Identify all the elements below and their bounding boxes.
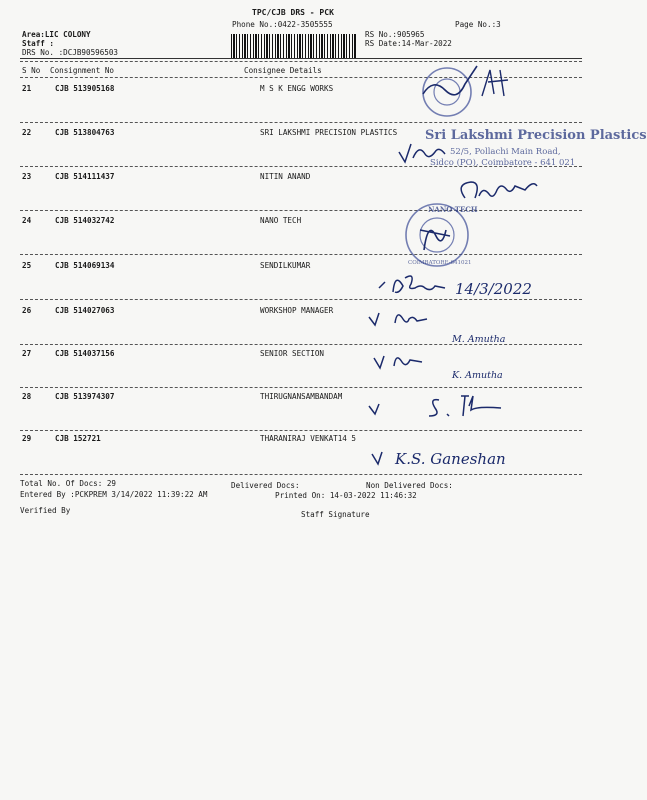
header-rule-2 <box>20 61 582 62</box>
round-stamp-row21 <box>415 60 485 122</box>
company-stamp-address-2: Sidco (PO), Coimbatore - 641 021 <box>430 158 576 168</box>
row-consignment-no: CJB 513905168 <box>55 84 115 93</box>
row-consignee: THIRUGNANSAMBANDAM <box>260 392 343 401</box>
footer-rule <box>20 474 582 475</box>
row-consignment-no: CJB 514032742 <box>55 216 115 225</box>
row-separator <box>20 254 582 255</box>
col-consignment: Consignment No <box>50 66 115 75</box>
handwritten-name-row27: K. Amutha <box>452 370 503 381</box>
row-consignment-no: CJB 514111437 <box>55 172 115 181</box>
rs-date: RS Date:14-Mar-2022 <box>365 39 452 48</box>
row-consignee: SRI LAKSHMI PRECISION PLASTICS <box>260 128 398 137</box>
col-sno: S No <box>22 66 41 75</box>
row-consignee: THARANIRAJ VENKAT14 5 <box>260 434 357 443</box>
row-consignment-no: CJB 514027063 <box>55 306 115 315</box>
row-sno: 28 <box>22 392 32 401</box>
row-consignee: SENIOR SECTION <box>260 349 325 358</box>
row-consignee: NANO TECH <box>260 216 302 225</box>
staff-signature-label: Staff Signature <box>301 510 370 519</box>
row-sno: 29 <box>22 434 32 443</box>
non-delivered-docs: Non Delivered Docs: <box>366 481 453 490</box>
rs-number: RS No.:905965 <box>365 30 425 39</box>
barcode <box>231 34 357 58</box>
nano-tech-stamp: NANO TECH <box>428 205 478 214</box>
row-separator <box>20 122 582 123</box>
row-separator <box>20 430 582 431</box>
row-consignee: SENDILKUMAR <box>260 261 311 270</box>
signature-row21 <box>478 66 518 100</box>
row-sno: 24 <box>22 216 32 225</box>
handwritten-name-row26: M. Amutha <box>452 334 506 345</box>
row-consignment-no: CJB 513974307 <box>55 392 115 401</box>
signature-row29-mark <box>368 448 398 468</box>
row-separator <box>20 387 582 388</box>
header-rule <box>20 58 582 59</box>
row-sno: 21 <box>22 84 32 93</box>
drs-number: DRS No. :DCJB90596503 <box>22 48 119 57</box>
row-sno: 27 <box>22 349 32 358</box>
row-consignee: WORKSHOP MANAGER <box>260 306 334 315</box>
row-consignment-no: CJB 514069134 <box>55 261 115 270</box>
company-stamp-name: Sri Lakshmi Precision Plastics <box>425 128 647 143</box>
row-sno: 23 <box>22 172 32 181</box>
printed-on: Printed On: 14-03-2022 11:46:32 <box>275 491 417 500</box>
row-consignee: NITIN ANAND <box>260 172 311 181</box>
nano-tech-stamp-city: COIMBATORE-641021 <box>408 260 472 266</box>
signature-row28 <box>365 390 505 420</box>
row-separator <box>20 299 582 300</box>
row-consignee: M S K ENGG WORKS <box>260 84 334 93</box>
staff-field: Staff : <box>22 39 55 48</box>
entered-by: Entered By :PCKPREM 3/14/2022 11:39:22 AM <box>20 490 208 499</box>
row-consignment-no: CJB 152721 <box>55 434 101 443</box>
col-consignee: Consignee Details <box>244 66 322 75</box>
signature-row26 <box>365 305 445 329</box>
handwritten-name-row29: K.S. Ganeshan <box>395 450 506 468</box>
verified-by: Verified By <box>20 506 71 515</box>
page-number: Page No.:3 <box>455 20 501 29</box>
signature-row27 <box>370 350 430 372</box>
row-sno: 25 <box>22 261 32 270</box>
delivered-docs: Delivered Docs: <box>231 481 300 490</box>
total-docs: Total No. Of Docs: 29 <box>20 479 117 488</box>
handwritten-date-row25: 14/3/2022 <box>455 280 532 298</box>
phone-number: Phone No.:0422-3505555 <box>232 20 333 29</box>
signature-row25 <box>375 268 450 298</box>
row-consignment-no: CJB 513804763 <box>55 128 115 137</box>
row-consignment-no: CJB 514037156 <box>55 349 115 358</box>
row-sno: 22 <box>22 128 32 137</box>
row-sno: 26 <box>22 306 32 315</box>
document-title: TPC/CJB DRS - PCK <box>252 8 334 17</box>
area-field: Area:LIC COLONY <box>22 30 91 39</box>
company-stamp-address-1: 52/5, Pollachi Main Road, <box>450 147 561 157</box>
row-separator <box>20 210 582 211</box>
